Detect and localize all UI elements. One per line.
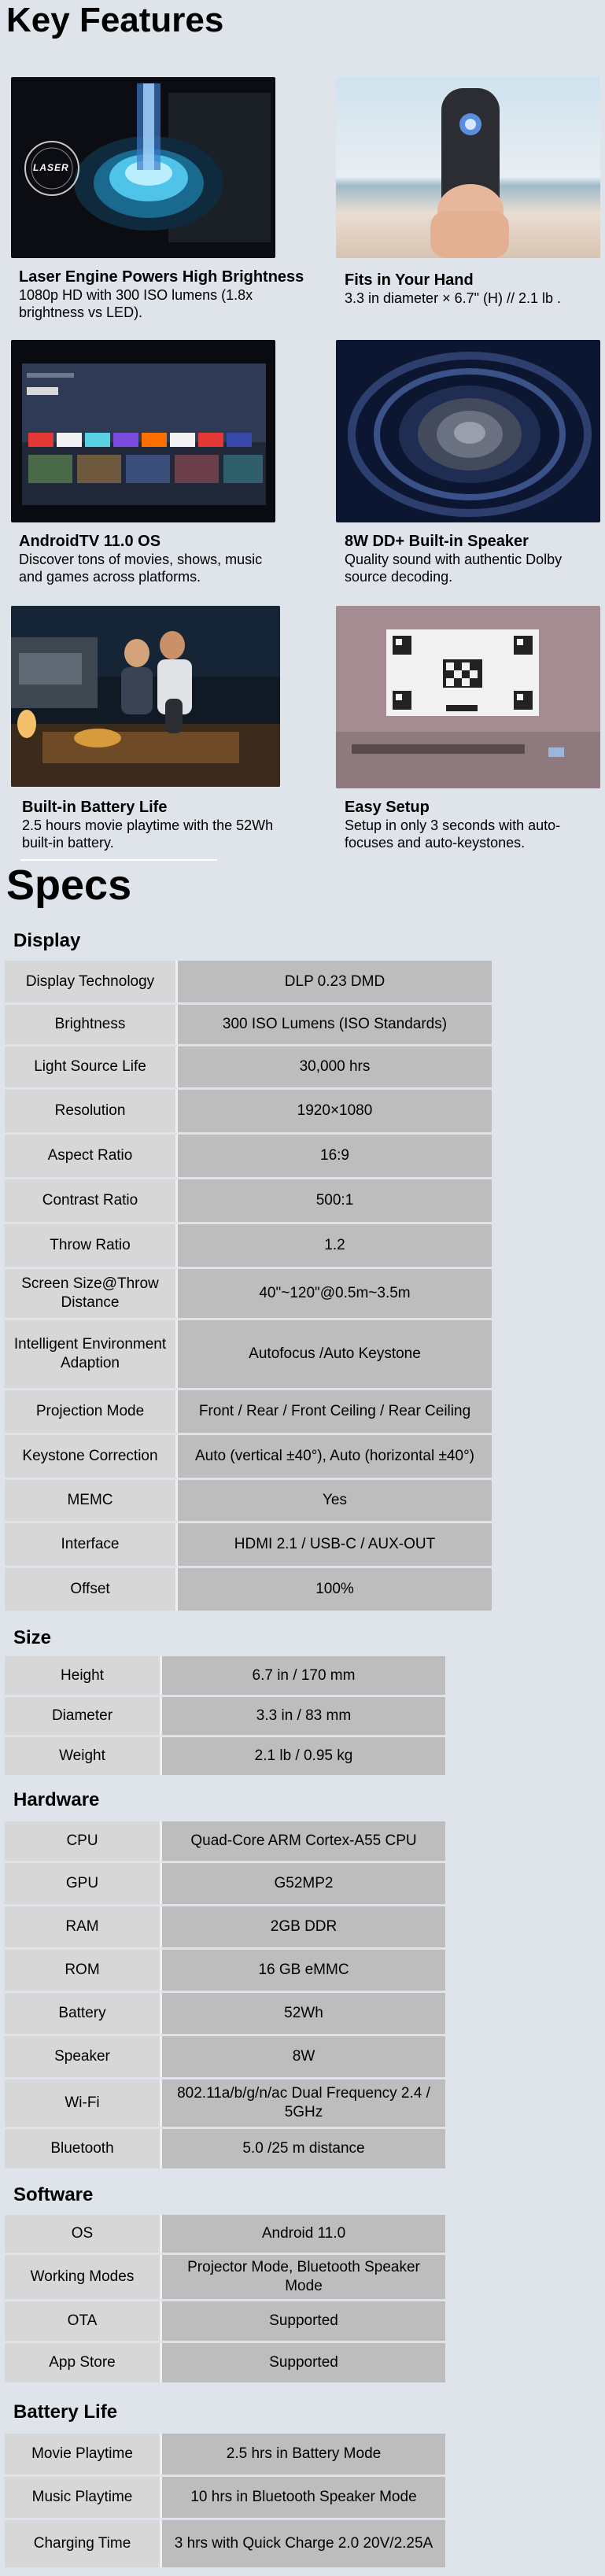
spec-table-software (5, 2212, 445, 2385)
spec-key: RAM (5, 1906, 162, 1947)
spec-value: 5.0 /25 m distance (162, 2129, 445, 2168)
spec-value: Android 11.0 (162, 2215, 445, 2253)
feature-body: Setup in only 3 seconds with auto-focuses and auto-keystones. (345, 817, 561, 851)
specs-heading: Specs (6, 862, 132, 909)
speaker-image (336, 340, 600, 522)
spec-key: Brightness (5, 1005, 178, 1044)
table-row (5, 1435, 492, 1478)
feature-title: 8W DD+ Built-in Speaker (345, 533, 529, 550)
spec-value: 3.3 in / 83 mm (162, 1697, 445, 1735)
easy-setup-image (336, 606, 600, 788)
table-row (5, 2215, 445, 2253)
spec-key: Diameter (5, 1697, 162, 1735)
table-row (5, 2080, 445, 2127)
table-row (5, 2129, 445, 2168)
laser-engine-image (11, 77, 275, 258)
table-row (5, 2036, 445, 2077)
spec-value: 10 hrs in Bluetooth Speaker Mode (162, 2477, 445, 2518)
spec-value: 52Wh (162, 1993, 445, 2034)
spec-key: Working Modes (5, 2255, 162, 2299)
spec-value: 1.2 (178, 1224, 492, 1267)
spec-key: Wi-Fi (5, 2080, 162, 2127)
spec-key: CPU (5, 1821, 162, 1861)
table-row (5, 1320, 492, 1388)
spec-table-display (5, 958, 492, 1613)
table-row (5, 1135, 492, 1177)
spec-key: Screen Size@Throw Distance (5, 1269, 178, 1318)
spec-key: Keystone Correction (5, 1435, 178, 1478)
table-row (5, 1737, 445, 1775)
feature-body: 2.5 hours movie playtime with the 52Wh built-in battery. (22, 817, 274, 851)
spec-value: 8W (162, 2036, 445, 2077)
spec-value: 2GB DDR (162, 1906, 445, 1947)
table-row (5, 1697, 445, 1735)
table-row (5, 2520, 445, 2567)
spec-key: Throw Ratio (5, 1224, 178, 1267)
table-row (5, 2477, 445, 2518)
spec-key: Resolution (5, 1090, 178, 1132)
table-row (5, 2434, 445, 2475)
spec-key: GPU (5, 1863, 162, 1904)
spec-table-battery-life (5, 2431, 445, 2570)
spec-key: Projection Mode (5, 1390, 178, 1433)
table-row (5, 1269, 492, 1318)
spec-value: 6.7 in / 170 mm (162, 1656, 445, 1695)
table-row (5, 961, 492, 1002)
section-heading-software: Software (13, 2184, 94, 2205)
hand-projector-image (336, 77, 600, 258)
table-row (5, 1005, 492, 1044)
spec-value: 500:1 (178, 1179, 492, 1222)
spec-value: Front / Rear / Front Ceiling / Rear Ceiling (178, 1390, 492, 1433)
feature-body: Discover tons of movies, shows, music and games across platforms. (19, 552, 263, 585)
spec-key: Interface (5, 1523, 178, 1566)
spec-table-hardware (5, 1819, 445, 2171)
spec-table-size (5, 1654, 445, 1777)
section-heading-battery-life: Battery Life (13, 2401, 118, 2423)
spec-value: Supported (162, 2343, 445, 2382)
key-features-heading: Key Features (6, 1, 224, 39)
spec-value: DLP 0.23 DMD (178, 961, 492, 1002)
spec-key: Contrast Ratio (5, 1179, 178, 1222)
spec-key: Charging Time (5, 2520, 162, 2567)
laser-logo-text: LASER (33, 162, 69, 173)
spec-value: Autofocus /Auto Keystone (178, 1320, 492, 1388)
spec-key: OTA (5, 2301, 162, 2341)
feature-title: AndroidTV 11.0 OS (19, 533, 161, 550)
spec-value: Projector Mode, Bluetooth Speaker Mode (162, 2255, 445, 2299)
spec-value: 2.1 lb / 0.95 kg (162, 1737, 445, 1775)
feature-card-battery (22, 798, 274, 851)
spec-key: Intelligent Environment Adaption (5, 1320, 178, 1388)
camping-image (11, 606, 280, 787)
table-row (5, 1390, 492, 1433)
spec-key: Height (5, 1656, 162, 1695)
feature-card-hand (345, 271, 600, 307)
table-row (5, 1224, 492, 1267)
table-row (5, 1821, 445, 1861)
spec-value: 300 ISO Lumens (ISO Standards) (178, 1005, 492, 1044)
feature-body: Quality sound with authentic Dolby source decoding. (345, 552, 563, 585)
spec-value: 40"~120"@0.5m~3.5m (178, 1269, 492, 1318)
spec-value: 3 hrs with Quick Charge 2.0 20V/2.25A (162, 2520, 445, 2567)
spec-value: Quad-Core ARM Cortex-A55 CPU (162, 1821, 445, 1861)
spec-key: Light Source Life (5, 1046, 178, 1087)
spec-key: Battery (5, 1993, 162, 2034)
spec-key: MEMC (5, 1480, 178, 1521)
table-row (5, 1568, 492, 1611)
spec-key: App Store (5, 2343, 162, 2382)
table-row (5, 2301, 445, 2341)
table-row (5, 1863, 445, 1904)
table-row (5, 2343, 445, 2382)
table-row (5, 1906, 445, 1947)
feature-card-androidtv (19, 532, 271, 585)
table-row (5, 1046, 492, 1087)
spec-key: Display Technology (5, 961, 178, 1002)
spec-key: Aspect Ratio (5, 1135, 178, 1177)
table-row (5, 1656, 445, 1695)
spec-value: 16 GB eMMC (162, 1950, 445, 1991)
section-heading-hardware: Hardware (13, 1789, 100, 1810)
spec-value: 30,000 hrs (178, 1046, 492, 1087)
table-row (5, 1179, 492, 1222)
table-row (5, 2255, 445, 2299)
spec-value: 100% (178, 1568, 492, 1611)
spec-key: Speaker (5, 2036, 162, 2077)
feature-body: 1080p HD with 300 ISO lumens (1.8x brightness vs LED). (19, 287, 253, 320)
spec-value: 2.5 hrs in Battery Mode (162, 2434, 445, 2475)
table-row (5, 1090, 492, 1132)
feature-card-speaker (345, 532, 596, 585)
spec-key: Weight (5, 1737, 162, 1775)
feature-title: Laser Engine Powers High Brightness (19, 268, 304, 286)
spec-value: G52MP2 (162, 1863, 445, 1904)
table-row (5, 1993, 445, 2034)
table-row (5, 1523, 492, 1566)
spec-key: Movie Playtime (5, 2434, 162, 2475)
spec-key: OS (5, 2215, 162, 2253)
spec-key: Bluetooth (5, 2129, 162, 2168)
spec-value: HDMI 2.1 / USB-C / AUX-OUT (178, 1523, 492, 1566)
spec-value: 1920×1080 (178, 1090, 492, 1132)
feature-title: Easy Setup (345, 799, 430, 816)
spec-value: Supported (162, 2301, 445, 2341)
spec-key: Music Playtime (5, 2477, 162, 2518)
spec-value: Yes (178, 1480, 492, 1521)
feature-title: Fits in Your Hand (345, 271, 474, 289)
feature-title: Built-in Battery Life (22, 799, 168, 816)
section-heading-size: Size (13, 1627, 52, 1648)
feature-body: 3.3 in diameter × 6.7" (H) // 2.1 lb . (345, 290, 562, 306)
table-row (5, 1950, 445, 1991)
feature-card-setup (345, 798, 595, 851)
table-row (5, 1480, 492, 1521)
spec-value: 16:9 (178, 1135, 492, 1177)
spec-value: Auto (vertical ±40°), Auto (horizontal ±40°) (178, 1435, 492, 1478)
feature-card-laser (19, 268, 326, 321)
android-tv-image (11, 340, 275, 522)
spec-key: Offset (5, 1568, 178, 1611)
spec-value: 802.11a/b/g/n/ac Dual Frequency 2.4 / 5GHz (162, 2080, 445, 2127)
section-heading-display: Display (13, 930, 81, 951)
spec-key: ROM (5, 1950, 162, 1991)
